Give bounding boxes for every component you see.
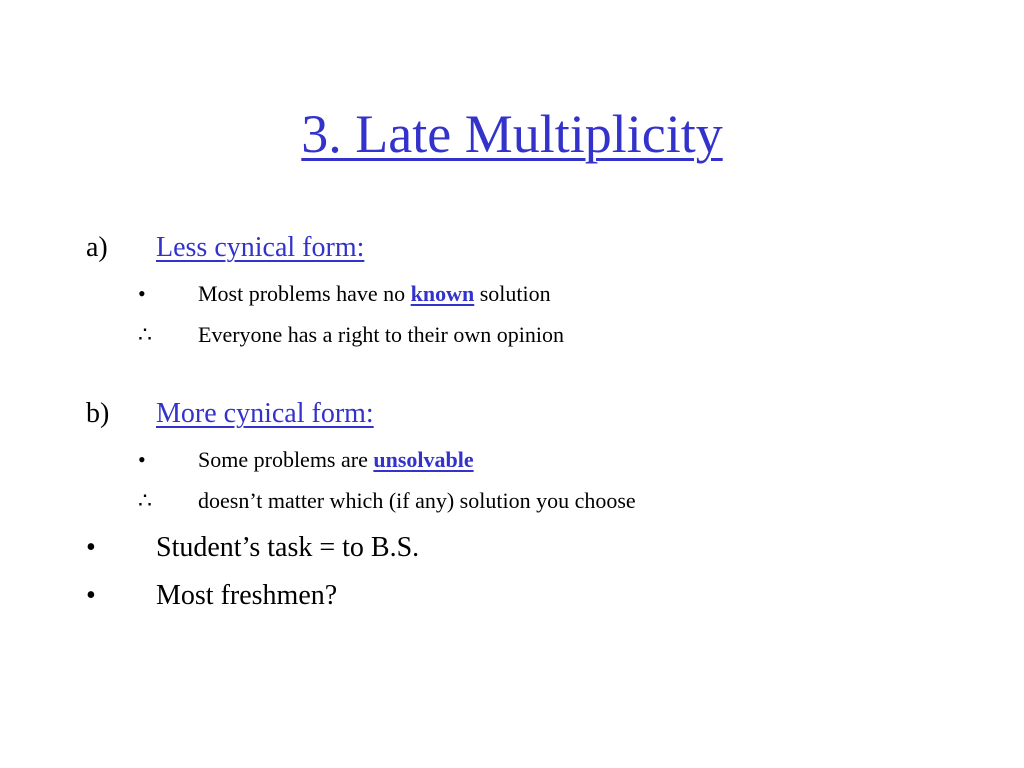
section-b-item-2-therefore: ∴ (138, 488, 152, 513)
bullet-1-text: Student’s task = to B.S. (156, 532, 420, 563)
bullet-2-marker: • (86, 580, 96, 611)
section-b-item-1 (198, 447, 474, 473)
section-a-item-1 (198, 281, 551, 307)
section-a-item-2: Everyone has a right to their own opinion (198, 322, 564, 347)
section-b-item-1-pre: Some problems are (198, 447, 374, 472)
section-a-item-2-therefore: ∴ (138, 322, 152, 347)
bullet-1-marker: • (86, 532, 96, 563)
section-a-item-1-emphasis: known (410, 281, 475, 306)
section-b-item-1-emphasis: unsolvable (373, 447, 474, 472)
section-b-heading: More cynical form: (156, 398, 374, 429)
section-a-heading: Less cynical form: (156, 232, 365, 263)
section-a-item-1-post: solution (474, 281, 551, 306)
bullet-2-text: Most freshmen? (156, 580, 338, 611)
section-a-item-1-pre: Most problems have no (198, 281, 411, 306)
section-b-item-1-bullet: • (138, 447, 146, 472)
section-b-marker: b) (86, 398, 110, 429)
section-a-item-1-bullet: • (138, 281, 146, 306)
slide-title: 3. Late Multiplicity (301, 104, 723, 164)
section-b-item-2: doesn’t matter which (if any) solution you choose (198, 488, 636, 513)
section-a-marker: a) (86, 232, 108, 263)
